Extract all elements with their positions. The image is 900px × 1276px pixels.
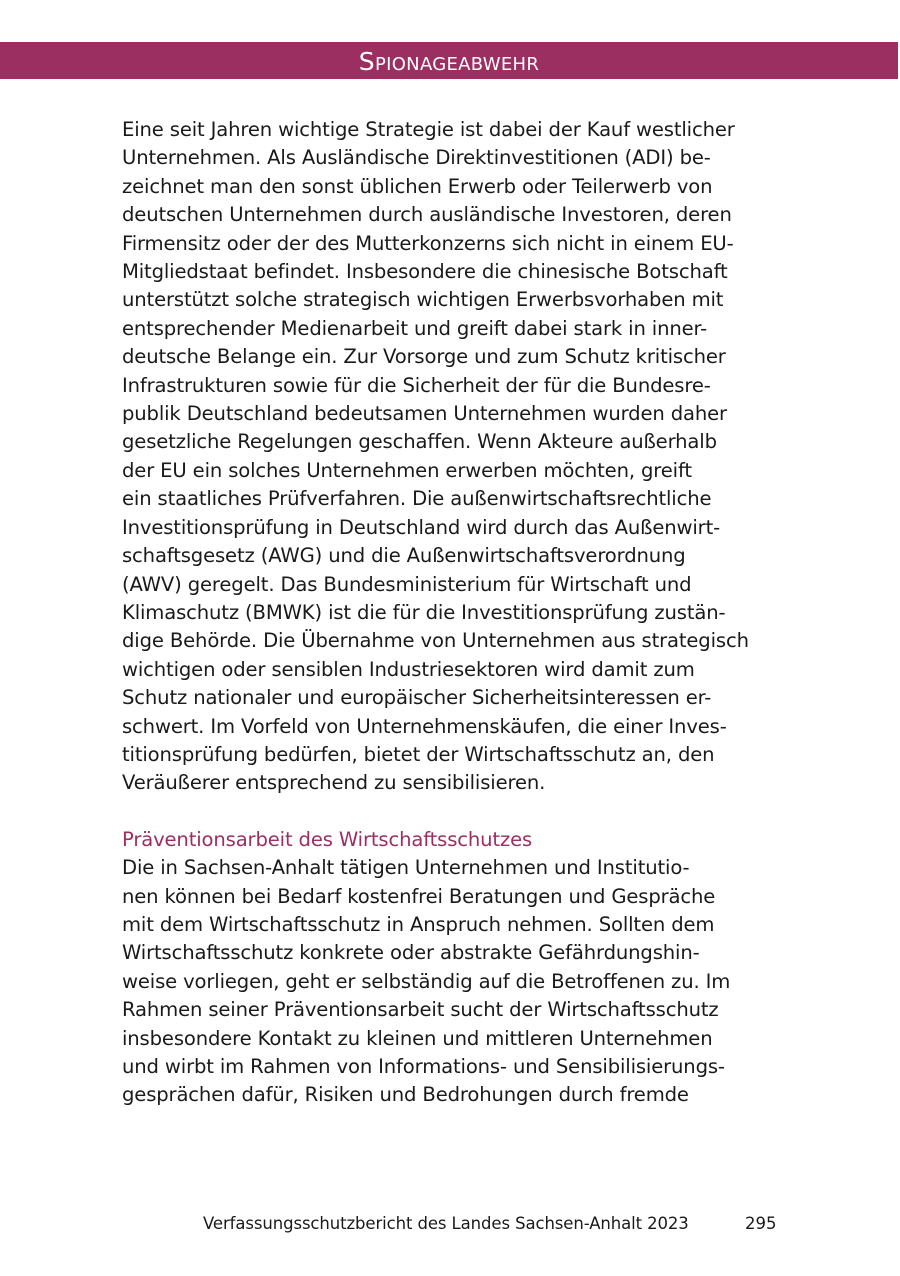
text-line: titionsprüfung bedürfen, bietet der Wirtschaftsschutz an, den — [122, 742, 715, 766]
text-line: Rahmen seiner Präventionsarbeit sucht der Wirtschaftsschutz — [122, 998, 719, 1022]
page-number: 295 — [745, 1214, 777, 1233]
text-line: der EU ein solches Unternehmen erwerben möchten, greift — [122, 458, 692, 482]
footer-publication: Verfassungsschutzbericht des Landes Sachsen-Anhalt 2023 — [203, 1214, 689, 1233]
text-line: nen können bei Bedarf kostenfrei Beratungen und Gespräche — [122, 884, 716, 908]
text-line: deutsche Belange ein. Zur Vorsorge und zum Schutz kritischer — [122, 345, 726, 369]
text-line: publik Deutschland bedeutsamen Unternehmen wurden daher — [122, 402, 727, 426]
text-line: Klimaschutz (BMWK) ist die für die Investitionsprüfung zustän- — [122, 600, 726, 624]
text-line: zeichnet man den sonst üblichen Erwerb oder Teilerwerb von — [122, 174, 713, 198]
text-line: Die in Sachsen-Anhalt tätigen Unternehmen und Institutio- — [122, 856, 690, 880]
text-line: und wirbt im Rahmen von Informations- und Sensibilisierungs- — [122, 1055, 725, 1078]
text-line: dige Behörde. Die Übernahme von Unternehmen aus strategisch — [122, 629, 749, 653]
text-line: Unternehmen. Als Ausländische Direktinvestitionen (ADI) be- — [122, 146, 711, 170]
paragraph-adi — [122, 116, 784, 798]
text-line: Veräußerer entsprechend zu sensibilisieren. — [122, 771, 546, 795]
text-line: unterstützt solche strategisch wichtigen Erwerbsvorhaben mit — [122, 288, 724, 312]
text-line: Eine seit Jahren wichtige Strategie ist dabei der Kauf westlicher — [122, 118, 735, 141]
text-line: mit dem Wirtschaftsschutz in Anspruch nehmen. Sollten dem — [122, 912, 715, 936]
text-line: ein staatliches Prüfverfahren. Die außenwirtschaftsrechtliche — [122, 487, 712, 511]
text-line: gesprächen dafür, Risiken und Bedrohungen durch fremde — [122, 1083, 689, 1107]
text-line: Wirtschaftsschutz konkrete oder abstrakte Gefährdungshin- — [122, 941, 700, 965]
section-title: Spionageabwehr — [358, 47, 540, 76]
text-line: Mitgliedstaat befindet. Insbesondere die chinesische Botschaft — [122, 260, 728, 284]
text-line: weise vorliegen, geht er selbständig auf die Betroffenen zu. Im — [122, 969, 731, 993]
section-header-bar — [0, 42, 898, 79]
main-content — [122, 116, 784, 1110]
text-line: Investitionsprüfung in Deutschland wird durch das Außenwirt- — [122, 515, 721, 539]
text-line: schaftsgesetz (AWG) und die Außenwirtschaftsverordnung — [122, 544, 686, 568]
text-line: deutschen Unternehmen durch ausländische Investoren, deren — [122, 203, 732, 227]
text-line: wichtigen oder sensiblen Industriesektoren wird damit zum — [122, 657, 695, 681]
text-line: Firmensitz oder der des Mutterkonzerns sich nicht in einem EU- — [122, 231, 734, 255]
text-line: insbesondere Kontakt zu kleinen und mittleren Unternehmen — [122, 1026, 713, 1050]
text-line: entsprechender Medienarbeit und greift dabei stark in inner- — [122, 316, 708, 340]
text-line: Schutz nationaler und europäischer Sicherheitsinteressen er- — [122, 686, 712, 710]
text-line: Infrastrukturen sowie für die Sicherheit der für die Bundesre- — [122, 373, 711, 397]
text-line: schwert. Im Vorfeld von Unternehmenskäufen, die einer Inves- — [122, 714, 727, 738]
paragraph-praevention — [122, 854, 784, 1110]
text-line: (AWV) geregelt. Das Bundesministerium für Wirtschaft und — [122, 572, 692, 596]
section-heading-praevention: Präventionsarbeit des Wirtschaftsschutzes — [122, 827, 533, 851]
text-line: gesetzliche Regelungen geschaffen. Wenn Akteure außerhalb — [122, 430, 717, 454]
